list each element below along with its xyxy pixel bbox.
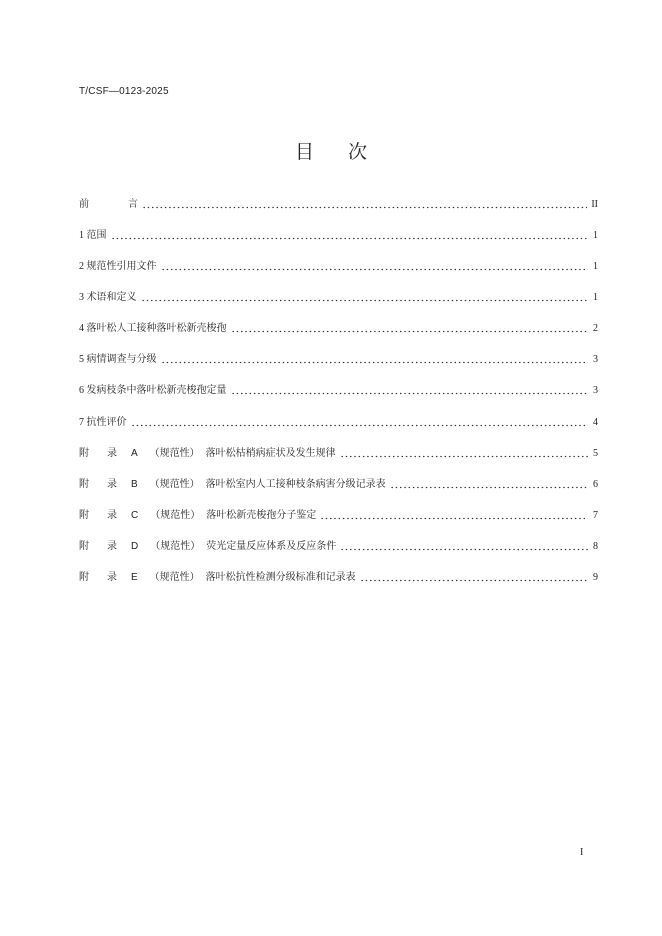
title-char-1: 目 <box>294 141 314 163</box>
toc-entry-label: 2 规范性引用文件 <box>79 261 157 273</box>
toc-page-number: 4 <box>593 416 598 428</box>
dot-leader <box>340 455 588 458</box>
dot-leader <box>231 330 589 333</box>
table-of-contents <box>79 199 598 603</box>
page-title <box>0 141 662 163</box>
dot-leader <box>161 361 589 364</box>
toc-entry-foreword[interactable] <box>79 199 598 211</box>
dot-leader <box>142 206 587 209</box>
appendix-word-1: 附 <box>79 540 89 552</box>
toc-entry-appendix[interactable] <box>79 541 598 553</box>
appendix-kind: （规范性） <box>149 447 200 459</box>
toc-entry-chapter[interactable] <box>79 385 598 397</box>
toc-entry-label: 7 抗性评价 <box>79 416 127 428</box>
toc-entry-label <box>79 510 316 522</box>
toc-page-number: 1 <box>593 261 598 273</box>
title-char-2: 次 <box>348 141 368 163</box>
foreword-char-2: 言 <box>128 199 138 210</box>
dot-leader <box>320 517 588 520</box>
toc-entry-chapter[interactable] <box>79 230 598 242</box>
appendix-letter: E <box>131 571 138 583</box>
appendix-letter: D <box>131 540 139 552</box>
appendix-kind: （规范性） <box>150 540 201 552</box>
toc-entry-label <box>79 199 138 211</box>
toc-entry-label <box>79 572 356 584</box>
appendix-word-2: 录 <box>107 540 117 552</box>
appendix-word-1: 附 <box>79 478 89 490</box>
toc-page-number: 6 <box>593 478 598 490</box>
toc-entry-label: 1 范围 <box>79 230 107 242</box>
appendix-letter: A <box>131 447 138 459</box>
toc-entry-appendix[interactable] <box>79 448 598 460</box>
toc-entry-label: 3 术语和定义 <box>79 292 137 304</box>
dot-leader <box>131 424 589 427</box>
appendix-word-1: 附 <box>79 571 89 583</box>
foreword-char-1: 前 <box>79 199 89 210</box>
toc-entry-label <box>79 479 386 491</box>
toc-entry-label: 6 发病枝条中落叶松新壳梭孢定量 <box>79 385 227 397</box>
toc-entry-chapter[interactable] <box>79 354 598 366</box>
toc-page-number: 1 <box>593 230 598 242</box>
dot-leader <box>111 237 589 240</box>
toc-page-number: 1 <box>593 292 598 304</box>
appendix-word-2: 录 <box>107 447 117 459</box>
toc-entry-chapter[interactable] <box>79 323 598 335</box>
toc-page-number: 5 <box>593 447 598 459</box>
toc-entry-label <box>79 448 336 460</box>
dot-leader <box>161 268 589 271</box>
appendix-word-2: 录 <box>107 509 117 521</box>
dot-leader <box>231 392 589 395</box>
toc-page-number: 3 <box>593 385 598 397</box>
dot-leader <box>390 486 588 489</box>
appendix-title: 落叶松新壳梭孢分子鉴定 <box>206 509 317 521</box>
toc-entry-chapter[interactable] <box>79 292 598 304</box>
appendix-word-1: 附 <box>79 509 89 521</box>
toc-entry-label <box>79 541 336 553</box>
toc-entry-chapter[interactable] <box>79 417 598 429</box>
appendix-kind: （规范性） <box>149 478 200 490</box>
dot-leader <box>340 548 588 551</box>
toc-page-number: 3 <box>593 354 598 366</box>
dot-leader <box>141 299 589 302</box>
appendix-kind: （规范性） <box>149 571 200 583</box>
appendix-letter: B <box>131 478 138 490</box>
toc-entry-appendix[interactable] <box>79 479 598 491</box>
appendix-letter: C <box>131 509 139 521</box>
toc-page-number: 9 <box>593 571 598 583</box>
toc-page-number: II <box>591 199 598 210</box>
toc-page-number: 8 <box>593 540 598 552</box>
toc-page-number: 2 <box>593 323 598 335</box>
toc-entry-appendix[interactable] <box>79 572 598 584</box>
toc-entry-label: 4 落叶松人工接种落叶松新壳梭孢 <box>79 323 227 335</box>
appendix-word-2: 录 <box>107 571 117 583</box>
appendix-word-2: 录 <box>107 478 117 490</box>
appendix-title: 落叶松室内人工接种枝条病害分级记录表 <box>205 478 386 490</box>
appendix-title: 落叶松枯梢病症状及发生规律 <box>205 447 336 459</box>
dot-leader <box>360 579 588 582</box>
appendix-kind: （规范性） <box>150 509 201 521</box>
toc-entry-chapter[interactable] <box>79 261 598 273</box>
toc-entry-label: 5 病情调查与分级 <box>79 354 157 366</box>
appendix-title: 落叶松抗性检测分级标准和记录表 <box>205 571 356 583</box>
toc-entry-appendix[interactable] <box>79 510 598 522</box>
document-number: T/CSF—0123-2025 <box>79 86 169 97</box>
toc-page-number: 7 <box>593 509 598 521</box>
appendix-title: 荧光定量反应体系及反应条件 <box>206 540 337 552</box>
appendix-word-1: 附 <box>79 447 89 459</box>
footer-page-number: I <box>580 847 584 858</box>
